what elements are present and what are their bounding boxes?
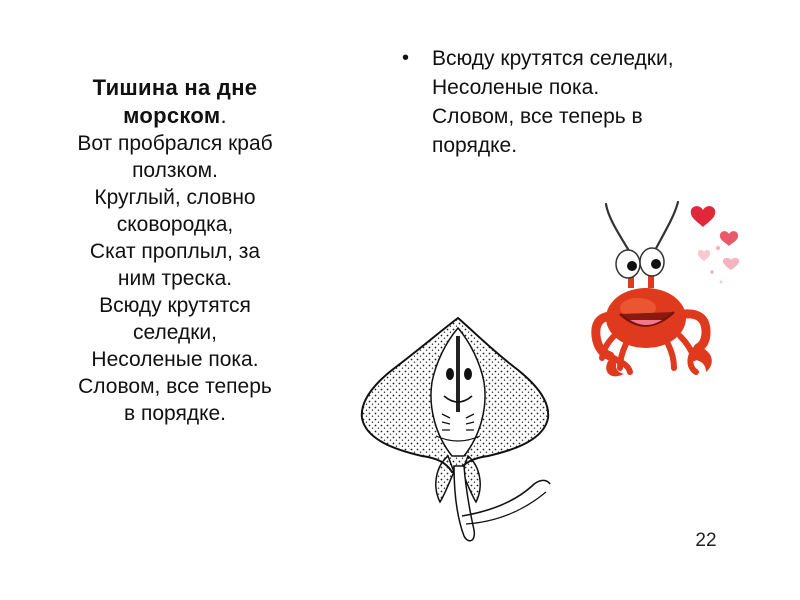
page-number: 22: [695, 530, 717, 551]
poem-line: Словом, все теперь: [78, 375, 272, 398]
poem-line: ползком.: [132, 159, 218, 182]
heart-icon: [723, 258, 739, 270]
crab-illustration: [590, 196, 760, 386]
poem-line: селедки,: [133, 321, 217, 344]
left-poem: [44, 74, 306, 427]
poem-line: сковородка,: [116, 213, 234, 236]
bullet-line: Словом, все теперь в: [432, 105, 643, 128]
poem-line: Скат проплыл, за: [89, 240, 261, 263]
bullet-icon: •: [402, 47, 410, 69]
stingray-illustration: [356, 316, 576, 548]
poem-line: в порядке.: [123, 402, 227, 425]
poem-line: Вот пробрался краб: [77, 132, 273, 155]
bullet-line: Всюду крутятся селедки,: [432, 47, 674, 70]
bullet-line: порядке.: [432, 134, 518, 157]
heart-icon: [691, 206, 716, 227]
poem-line: Всюду крутятся: [99, 294, 251, 317]
poem-line: Круглый, словно: [94, 186, 256, 209]
bullet-line: Несоленые пока.: [432, 76, 600, 99]
bullet-text: [432, 44, 772, 160]
poem-line: ним треска.: [117, 267, 233, 290]
poem-line: Несоленые пока.: [91, 348, 259, 371]
heart-icon: [720, 231, 738, 246]
heart-icon: [698, 250, 710, 261]
poem-title: Тишина на дне морском.: [92, 75, 258, 128]
